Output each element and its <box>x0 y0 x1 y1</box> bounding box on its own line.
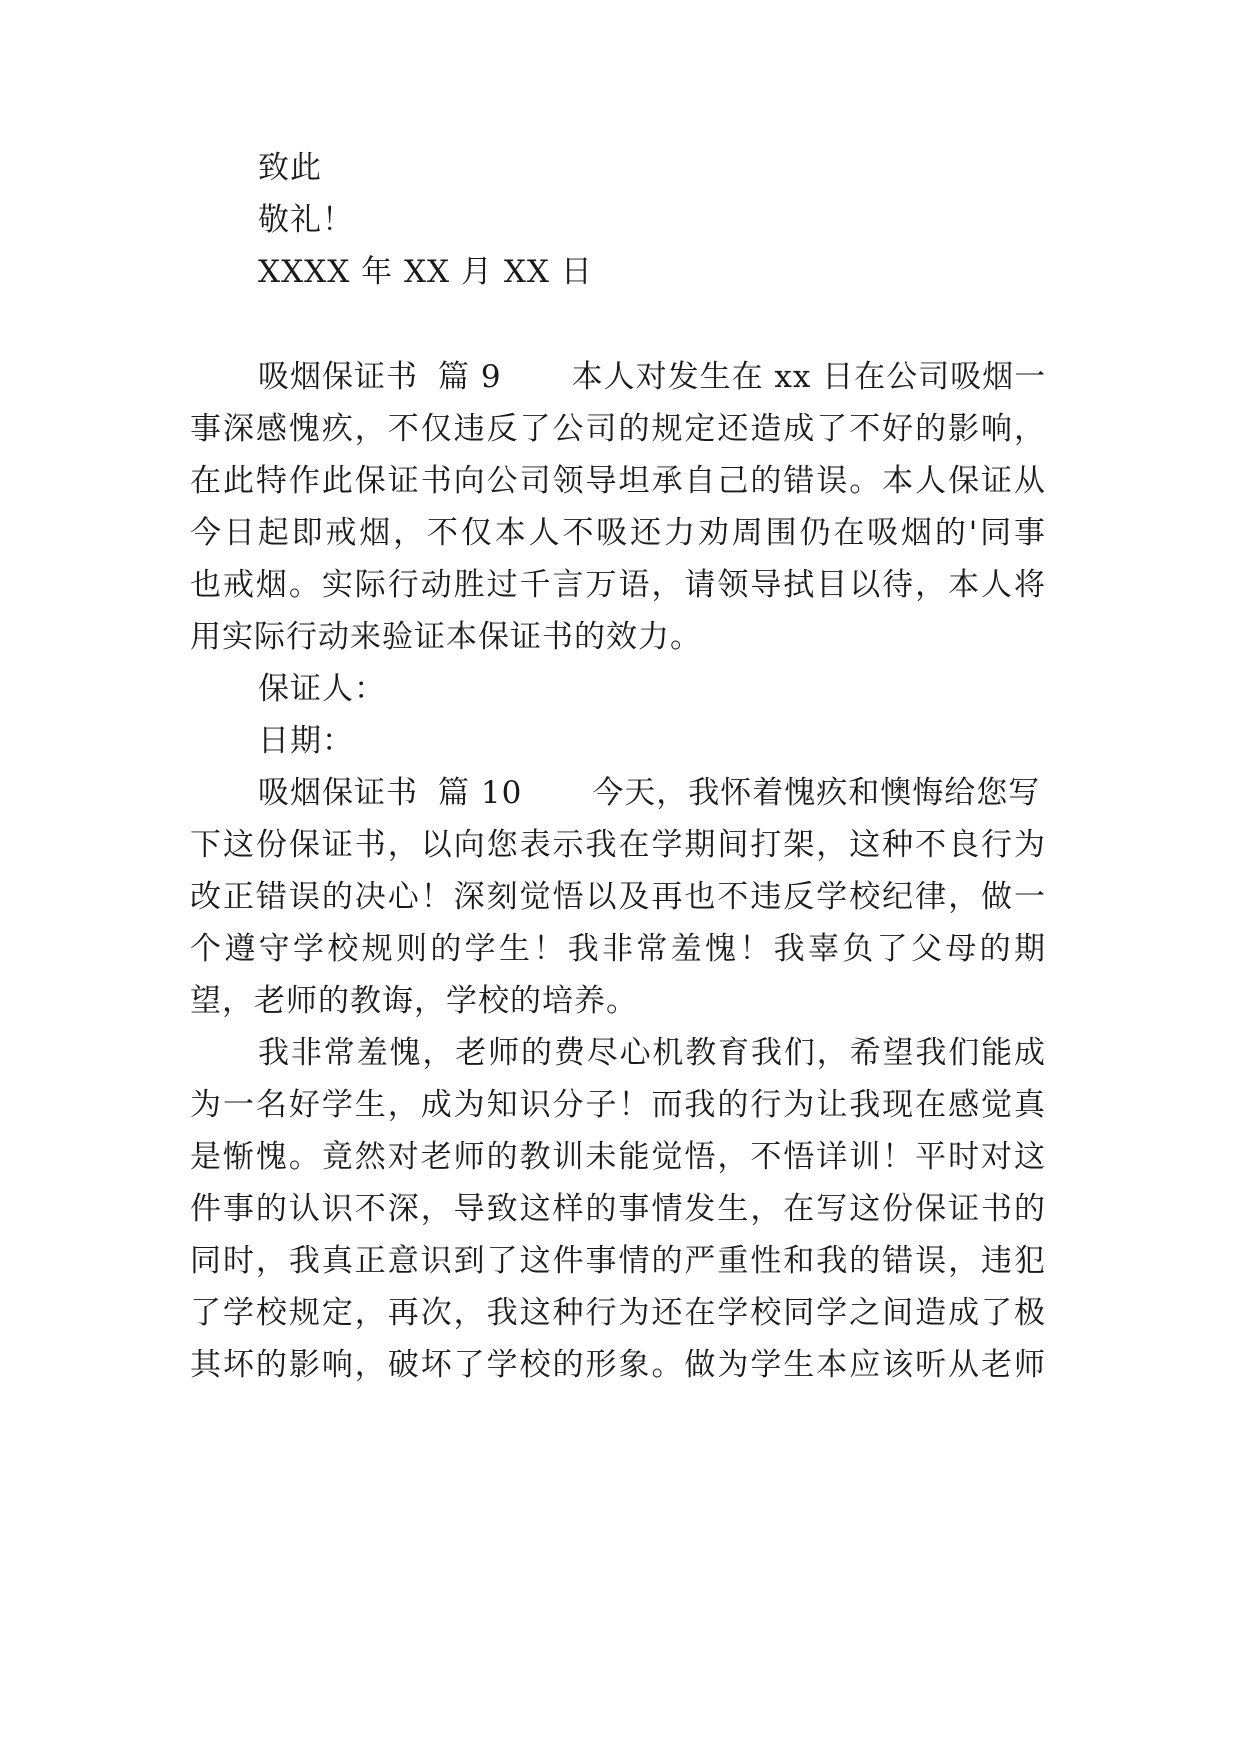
piece9-line-4: 今日起即戒烟，不仅本人不吸还力劝周围仍在吸烟的'同事 <box>190 515 1046 551</box>
piece9-number: 篇 9 <box>438 359 502 395</box>
piece10-number: 篇 10 <box>438 775 523 811</box>
piece9-guarantor: 保证人： <box>258 671 386 707</box>
piece10-para2-line-3: 是惭愧。竟然对老师的教训未能觉悟，不悟详训！平时对这 <box>190 1139 1046 1175</box>
piece9-line-2: 事深感愧疚，不仅违反了公司的规定还造成了不好的影响， <box>190 411 1046 447</box>
closing-date: XXXX 年 XX 月 XX 日 <box>258 254 593 290</box>
piece10-para1-line-3: 改正错误的决心！深刻觉悟以及再也不违反学校纪律，做一 <box>190 879 1046 915</box>
piece9-line-1: 本人对发生在 xx 日在公司吸烟一 <box>571 359 1047 395</box>
piece9-line-3: 在此特作此保证书向公司领导坦承自己的错误。本人保证从 <box>190 463 1046 499</box>
piece10-para2-line-1: 我非常羞愧，老师的费尽心机教育我们，希望我们能成 <box>258 1035 1046 1071</box>
piece9-line-5: 也戒烟。实际行动胜过千言万语，请领导拭目以待，本人将 <box>190 567 1046 603</box>
closing-zhi-ci: 致此 <box>258 150 322 186</box>
piece9-line-6: 用实际行动来验证本保证书的效力。 <box>190 619 702 655</box>
closing-jing-li: 敬礼！ <box>258 202 354 238</box>
piece9-title: 吸烟保证书 <box>258 359 418 395</box>
piece10-para1-line-5: 望，老师的教诲，学校的培养。 <box>190 983 638 1019</box>
piece9-date-label: 日期： <box>258 723 354 759</box>
piece10-para1-line-1: 今天，我怀着愧疚和懊悔给您写 <box>592 775 1041 811</box>
piece10-para2-line-6: 了学校规定，再次，我这种行为还在学校同学之间造成了极 <box>190 1295 1046 1331</box>
piece10-title: 吸烟保证书 <box>258 775 418 811</box>
piece10-first-line <box>258 773 1040 813</box>
piece10-para2-line-4: 件事的认识不深，导致这样的事情发生，在写这份保证书的 <box>190 1191 1046 1227</box>
piece10-para1-line-4: 个遵守学校规则的学生！我非常羞愧！我辜负了父母的期 <box>190 931 1046 967</box>
piece10-para2-line-2: 为一名好学生，成为知识分子！而我的行为让我现在感觉真 <box>190 1087 1046 1123</box>
piece9-first-line <box>258 357 1046 397</box>
piece10-para1-line-2: 下这份保证书，以向您表示我在学期间打架，这种不良行为 <box>190 827 1046 863</box>
piece10-para2-line-7: 其坏的影响，破坏了学校的形象。做为学生本应该听从老师 <box>190 1347 1046 1383</box>
piece10-para2-line-5: 同时，我真正意识到了这件事情的严重性和我的错误，违犯 <box>190 1243 1046 1279</box>
